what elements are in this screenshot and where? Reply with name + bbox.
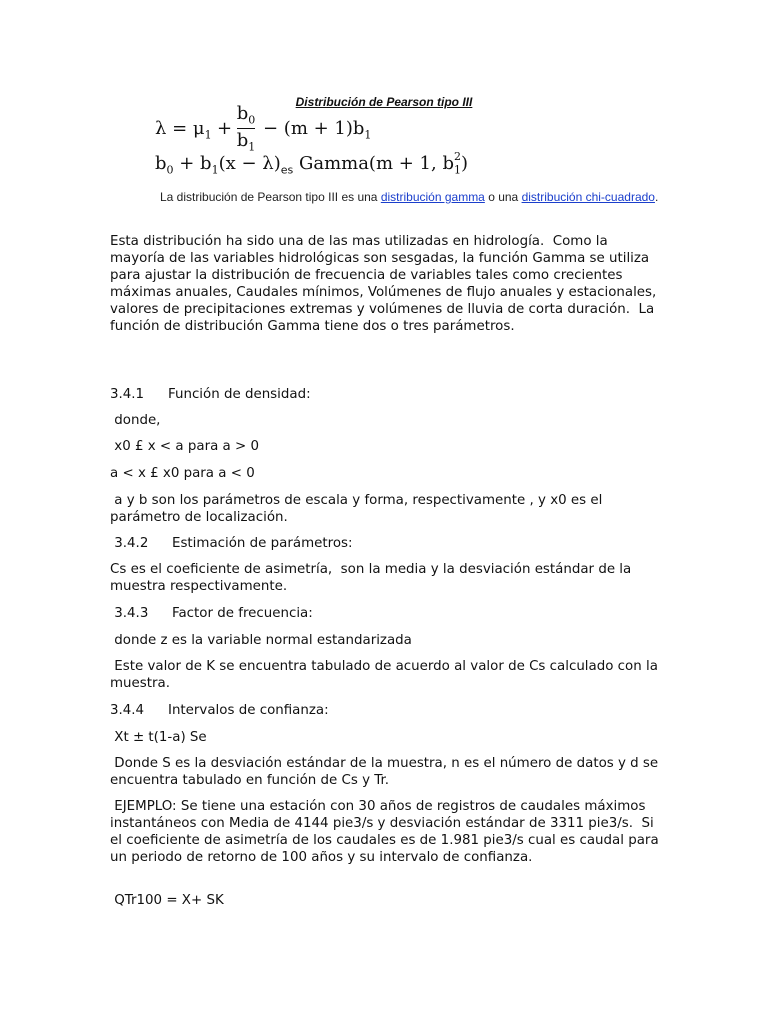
intro-text-before: La distribución de Pearson tipo III es una [160, 190, 381, 204]
fraction-numerator-sub: 0 [248, 113, 256, 127]
section-number: 3.4.4 [110, 703, 145, 718]
distribucion-gamma-link[interactable]: distribución gamma [380, 190, 485, 204]
formula-lhs-sub: 1 [204, 128, 212, 142]
formula2-b1-sub: 1 [211, 163, 219, 177]
fraction-numerator: b [236, 103, 249, 124]
s-description-paragraph: Donde S es la desviación estándar de la muestra, n es el número de datos y d se encuentra tabulado en función de Cs y Tr. [110, 756, 663, 788]
a-range-line: a < x £ x0 para a < 0 [110, 466, 255, 481]
section-title: Factor de frecuencia: [172, 606, 313, 621]
section-number: 3.4.1 [110, 387, 145, 402]
intro-text-after: . [654, 190, 659, 204]
qtr-formula-line: QTr100 = X+ SK [110, 893, 224, 908]
parameters-paragraph: a y b son los parámetros de escala y forma, respectivamente , y x0 es el parámetro de localización. [110, 493, 607, 525]
xt-formula-line: Xt ± t(1-a) Se [110, 730, 207, 745]
section-3-4-3-heading [110, 605, 665, 622]
fraction-denominator-sub: 1 [248, 140, 256, 154]
section-3-4-1-heading [110, 386, 665, 403]
formula2-b1: + b [173, 153, 212, 174]
intro-paragraph [160, 188, 660, 207]
formula2-x-lambda: (x − λ) [218, 153, 281, 174]
paragraph-intro-hydrology: Esta distribución ha sido una de las mas utilizadas en hidrología. Como la mayoría de las variables hidrológicas son sesgadas, la función Gamma se utiliza para ajustar la distribución de frecuencia de variables tales como crecientes máximas anuales, Caudales mínimos, Volúmenes de flujo anuales y estacionales, valores de precipitaciones extremas y volúmenes de lluvia de corta duración. La función de distribución Gamma tiene dos o tres parámetros. [110, 234, 661, 334]
cs-paragraph: Cs es el coeficiente de asimetría, son la media y la desviación estándar de la muestra respectivamente. [110, 562, 636, 594]
formula2-close: ) [460, 153, 468, 174]
formula2-es: es [280, 163, 294, 177]
k-value-paragraph: Este valor de K se encuentra tabulado de acuerdo al valor de Cs calculado con la muestra. [110, 659, 663, 691]
x0-range-line: x0 £ x < a para a > 0 [110, 439, 259, 454]
formula-lhs: λ = μ [155, 118, 205, 139]
z-variable-line: donde z es la variable normal estandarizada [110, 633, 412, 648]
formula2-gamma: Gamma(m + 1, b [293, 153, 454, 174]
example-paragraph: EJEMPLO: Se tiene una estación con 30 años de registros de caudales máximos instantáneos con Media de 4144 pie3/s y desviación estándar de 3311 pie3/s. Si el coeficiente de asimetría de los caudales es de 1.981 pie3/s cual es caudal para un periodo de retorno de 100 años y su intervalo de confianza. [110, 799, 663, 865]
formula-gamma [155, 150, 635, 178]
formula-lambda [155, 103, 635, 155]
formula-plus: + [217, 118, 233, 139]
formula2-gamma-sup: 2 [453, 150, 461, 163]
section-number: 3.4.2 [110, 536, 149, 551]
fraction-denominator: b [236, 130, 249, 151]
section-number: 3.4.3 [110, 606, 149, 621]
formula2-b0-sub: 0 [166, 163, 174, 177]
intro-text-middle: o una [484, 190, 522, 204]
section-title: Intervalos de confianza: [168, 703, 329, 718]
formula-minus-sub: 1 [364, 128, 372, 142]
formula2-b0: b [155, 153, 167, 174]
formula-minus-term: − (m + 1)b [263, 118, 365, 139]
section-3-4-2-heading [110, 535, 665, 552]
section-title: Estimación de parámetros: [172, 536, 353, 551]
donde-line: donde, [110, 413, 161, 428]
formula2-gamma-sub: 1 [453, 163, 461, 177]
distribucion-chi-cuadrado-link[interactable]: distribución chi-cuadrado [521, 190, 655, 204]
fraction-bar [237, 128, 255, 129]
section-title: Función de densidad: [168, 387, 311, 402]
section-3-4-4-heading [110, 702, 665, 719]
page-title: Distribución de Pearson tipo III [295, 95, 473, 109]
